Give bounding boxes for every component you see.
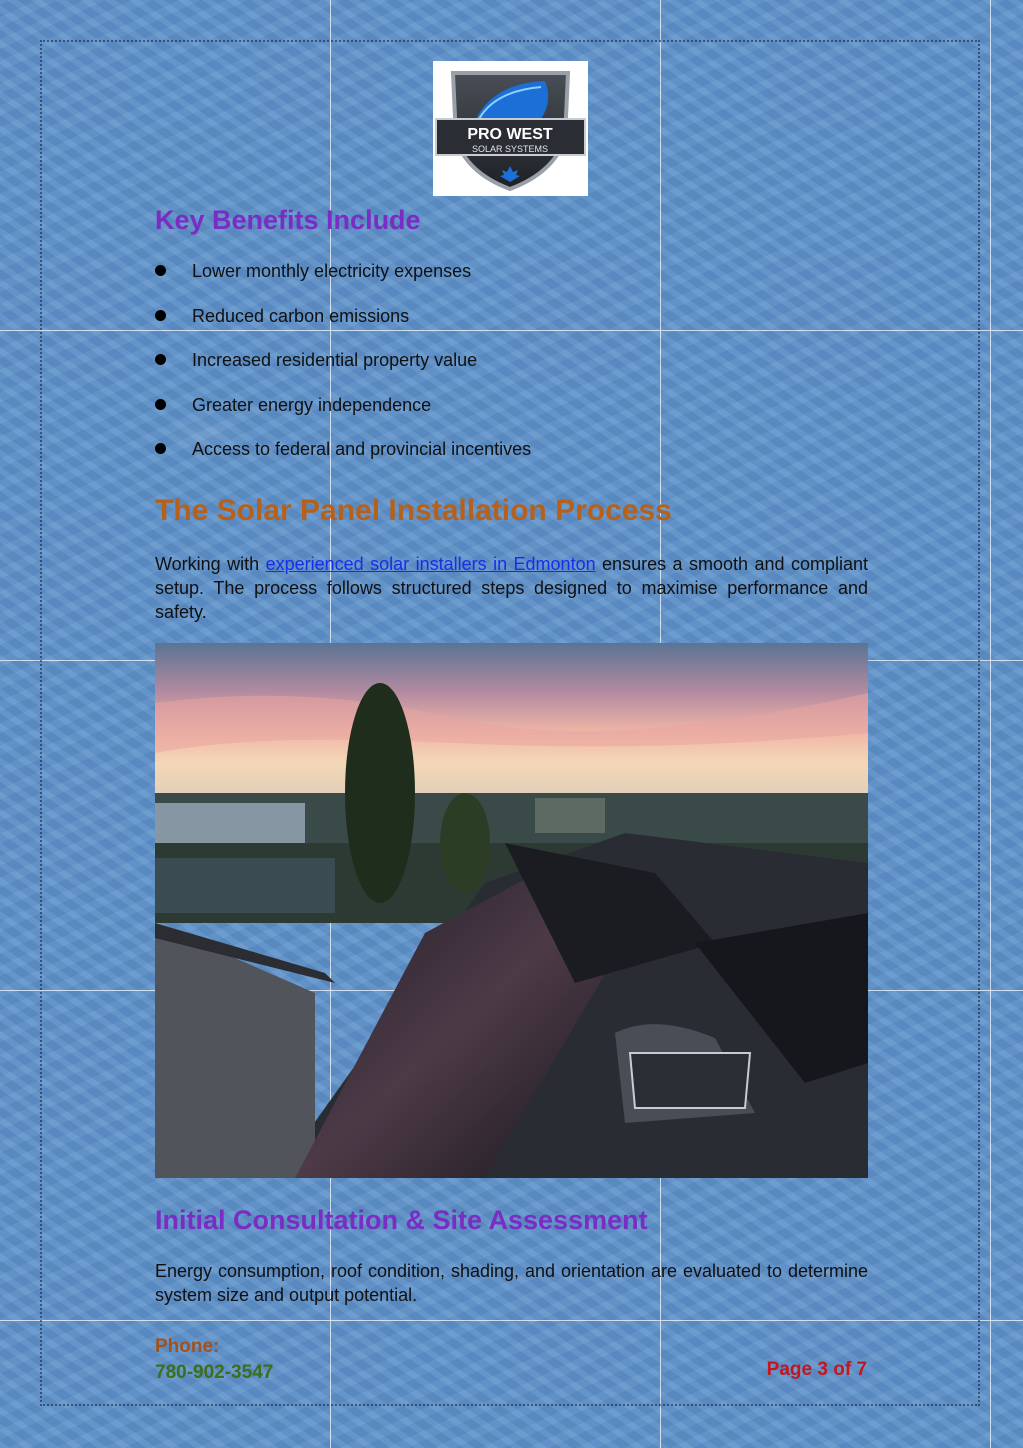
bullet-icon — [155, 443, 166, 454]
intro-text: ensures a smooth and compliant setup. The process follows structured steps designed to maximise performance and safety. — [155, 554, 868, 622]
benefit-text: Reduced carbon emissions — [192, 305, 410, 326]
bullet-icon — [155, 265, 166, 276]
list-item — [155, 305, 531, 350]
consultation-text: Energy consumption, roof condition, shading, and orientation are evaluated to determine system size and output potential. — [155, 1261, 868, 1305]
phone-label: Phone: — [155, 1336, 220, 1357]
process-heading: The Solar Panel Installation Process — [155, 494, 672, 527]
list-item — [155, 394, 531, 439]
benefit-text: Lower monthly electricity expenses — [192, 261, 472, 281]
consultation-heading: Initial Consultation & Site Assessment — [155, 1205, 648, 1235]
logo-text: PRO WEST — [467, 126, 553, 143]
benefits-heading: Key Benefits Include — [155, 205, 421, 235]
list-item — [155, 349, 531, 394]
benefit-text: Greater energy independence — [192, 394, 432, 415]
grid-line — [990, 0, 991, 1448]
rooftop-solar-photo — [155, 643, 868, 1178]
company-logo — [433, 61, 588, 196]
list-item — [155, 260, 531, 305]
phone-number: 780-902-3547 — [155, 1362, 274, 1383]
list-item — [155, 438, 531, 483]
intro-text: Working with — [155, 554, 266, 574]
benefit-text: Increased residential property value — [192, 350, 478, 370]
bullet-icon — [155, 399, 166, 410]
bullet-icon — [155, 310, 166, 321]
bullet-icon — [155, 354, 166, 365]
page-indicator: Page 3 of 7 — [766, 1359, 867, 1380]
benefit-text: Access to federal and provincial incentives — [192, 439, 532, 459]
process-intro — [155, 552, 868, 624]
installers-link[interactable]: experienced solar installers in Edmonton — [265, 554, 596, 574]
benefits-list — [155, 260, 531, 483]
logo-subtext: SOLAR SYSTEMS — [471, 144, 549, 154]
